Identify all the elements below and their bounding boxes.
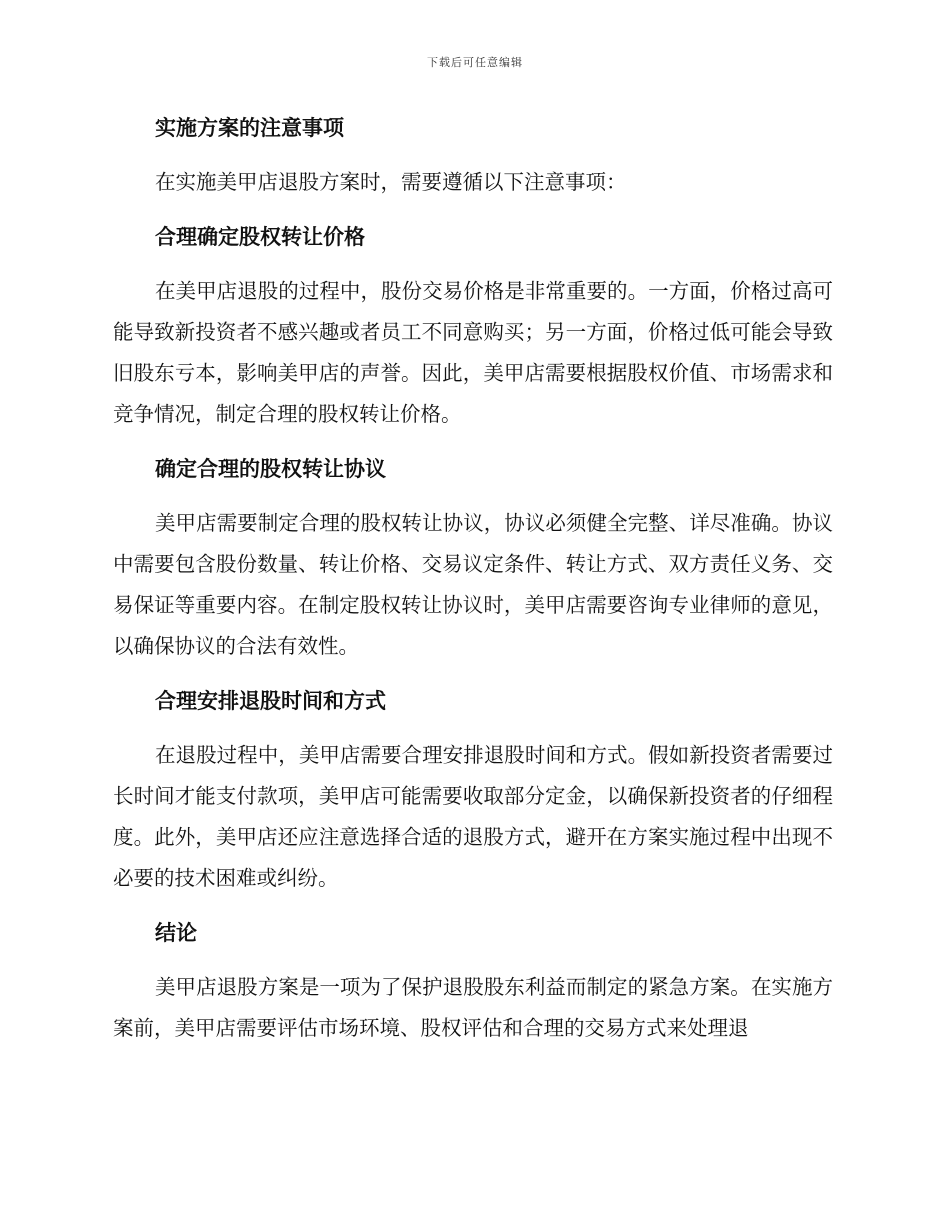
section-heading-timing: 合理安排退股时间和方式 [155,689,386,713]
page-header: 下载后可任意编辑 [427,56,523,69]
section-paragraph-conclusion: 美甲店退股方案是一项为了保护退股股东利益而制定的紧急方案。在实施方案前，美甲店需要评估市场环境、股权评估和合理的交易方式来处理退 [113,975,833,1040]
section-heading-price: 合理确定股权转让价格 [155,225,365,249]
section-paragraph-timing: 在退股过程中，美甲店需要合理安排退股时间和方式。假如新投资者需要过长时间才能支付款项，美甲店可能需要收取部分定金，以确保新投资者的仔细程度。此外，美甲店还应注意选择合适的退股方式，避开在方案实施过程中出现不必要的技术困难或纠纷。 [113,743,833,890]
section-paragraph-price: 在美甲店退股的过程中，股份交易价格是非常重要的。一方面，价格过高可能导致新投资者不感兴趣或者员工不同意购买；另一方面，价格过低可能会导致旧股东亏本，影响美甲店的声誉。因此，美甲店需要根据股权价值、市场需求和竞争情况，制定合理的股权转让价格。 [113,279,833,426]
section-heading-conclusion: 结论 [155,921,197,945]
section-heading-notes: 实施方案的注意事项 [155,116,344,140]
section-paragraph-notes: 在实施美甲店退股方案时，需要遵循以下注意事项： [155,170,627,194]
section-paragraph-agreement: 美甲店需要制定合理的股权转让协议，协议必须健全完整、详尽准确。协议中需要包含股份数量、转让价格、交易议定条件、转让方式、双方责任义务、交易保证等重要内容。在制定股权转让协议时，美甲店需要咨询专业律师的意见，以确保协议的合法有效性。 [113,511,833,658]
document-body [113,108,833,1049]
section-heading-agreement: 确定合理的股权转让协议 [155,457,386,481]
